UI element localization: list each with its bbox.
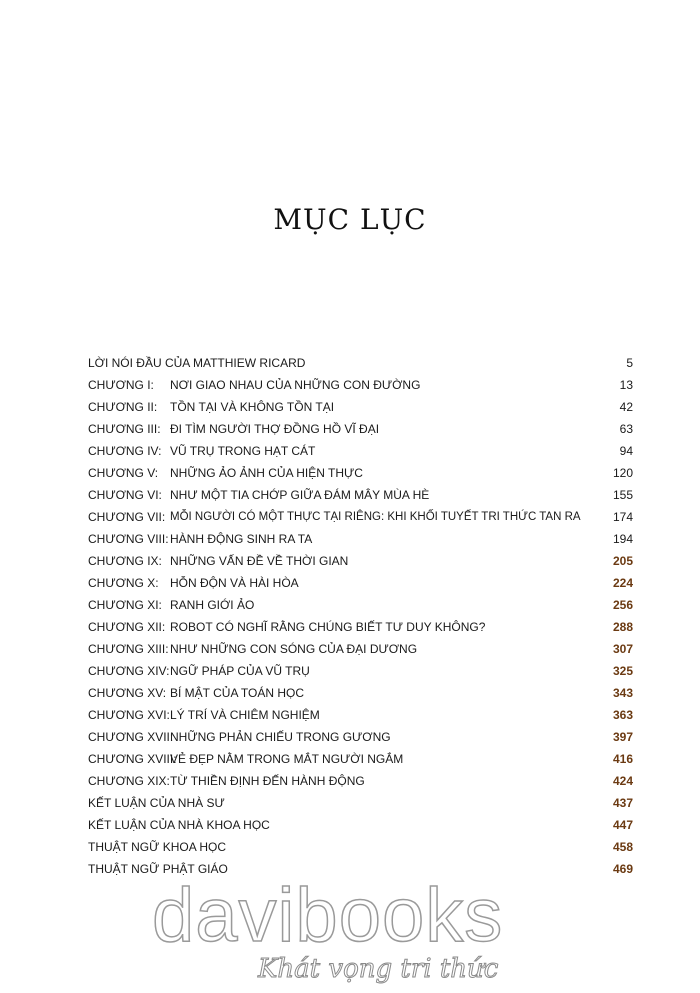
toc-page-number: 447	[612, 818, 633, 832]
toc-page-number: 397	[612, 730, 633, 744]
toc-page-number: 363	[612, 708, 633, 722]
toc-page-number: 120	[612, 466, 633, 480]
toc-chapter-label: CHƯƠNG VII:	[88, 510, 166, 524]
toc-row[interactable]	[88, 704, 633, 726]
toc-row[interactable]	[88, 374, 633, 396]
toc-chapter-label: CHƯƠNG VIII:	[88, 532, 169, 546]
toc-entry-title: VŨ TRỤ TRONG HẠT CÁT	[170, 444, 316, 458]
toc-row[interactable]	[88, 440, 633, 462]
toc-page-number: 42	[619, 400, 633, 414]
toc-entry-title: LÝ TRÍ VÀ CHIÊM NGHIỆM	[170, 708, 320, 722]
toc-entry-title: NHƯ NHỮNG CON SÓNG CỦA ĐẠI DƯƠNG	[170, 642, 418, 656]
table-of-contents	[88, 352, 633, 880]
toc-row[interactable]	[88, 770, 633, 792]
toc-chapter-label: CHƯƠNG XV:	[88, 686, 167, 700]
toc-page-number: 256	[612, 598, 633, 612]
toc-chapter-label: CHƯƠNG XVI:	[88, 708, 170, 722]
toc-chapter-label: CHƯƠNG XII:	[88, 620, 166, 634]
toc-chapter-label: CHƯƠNG XIX:	[88, 774, 170, 788]
toc-row[interactable]	[88, 506, 633, 528]
watermark	[0, 873, 700, 993]
toc-entry-title: ĐI TÌM NGƯỜI THỢ ĐỒNG HỒ VĨ ĐẠI	[170, 422, 380, 436]
toc-page-number: 307	[612, 642, 633, 656]
toc-chapter-label: CHƯƠNG XVII:	[88, 730, 174, 744]
watermark-logo: davibooks	[152, 873, 504, 958]
toc-entry-title: MỖI NGƯỜI CÓ MỘT THỰC TẠI RIÊNG: KHI KHỐI TUYẾT TRI THỨC TAN RA	[170, 511, 581, 523]
toc-entry-title: NHỮNG ẢO ẢNH CỦA HIỆN THỰC	[170, 466, 363, 480]
toc-entry-title: NGỮ PHÁP CỦA VŨ TRỤ	[170, 664, 310, 678]
toc-row[interactable]	[88, 792, 633, 814]
toc-entry-title: NHỮNG VẤN ĐỀ VỀ THỜI GIAN	[170, 554, 349, 568]
toc-chapter-label: CHƯƠNG XIII:	[88, 642, 169, 656]
toc-page-number: 416	[612, 752, 633, 766]
toc-page-number: 343	[612, 686, 633, 700]
toc-chapter-label: CHƯƠNG XI:	[88, 598, 162, 612]
toc-chapter-label: CHƯƠNG II:	[88, 400, 158, 414]
toc-page-number: 424	[612, 774, 633, 788]
toc-entry-title: THUẬT NGỮ PHẬT GIÁO	[88, 862, 228, 876]
toc-row[interactable]	[88, 638, 633, 660]
toc-page-number: 325	[612, 664, 633, 678]
toc-entry-title: VẺ ĐẸP NẰM TRONG MẮT NGƯỜI NGẮM	[170, 752, 404, 766]
toc-page-number: 13	[619, 378, 633, 392]
toc-page-number: 469	[612, 862, 633, 876]
toc-row[interactable]	[88, 660, 633, 682]
toc-entry-title: NHƯ MỘT TIA CHỚP GIỮA ĐÁM MÂY MÙA HÈ	[170, 488, 430, 502]
page-title: MỤC LỤC	[273, 203, 427, 236]
toc-chapter-label: CHƯƠNG I:	[88, 378, 154, 392]
toc-entry-title: RANH GIỚI ẢO	[170, 598, 255, 612]
toc-chapter-label: CHƯƠNG VI:	[88, 488, 162, 502]
toc-chapter-label: CHƯƠNG XIV:	[88, 664, 170, 678]
toc-entry-title: HÀNH ĐỘNG SINH RA TA	[170, 532, 313, 546]
toc-row[interactable]	[88, 462, 633, 484]
toc-entry-title: LỜI NÓI ĐẦU CỦA MATTHIEW RICARD	[88, 356, 306, 370]
toc-chapter-label: CHƯƠNG X:	[88, 576, 159, 590]
toc-chapter-label: CHƯƠNG IV:	[88, 444, 162, 458]
toc-page-number: 155	[612, 488, 633, 502]
toc-row[interactable]	[88, 572, 633, 594]
toc-row[interactable]	[88, 748, 633, 770]
toc-entry-title: NHỮNG PHẢN CHIẾU TRONG GƯƠNG	[170, 730, 391, 744]
toc-entry-title: KẾT LUẬN CỦA NHÀ SƯ	[88, 796, 225, 810]
toc-page-number: 288	[612, 620, 633, 634]
toc-chapter-label: CHƯƠNG V:	[88, 466, 159, 480]
toc-entry-title: NƠI GIAO NHAU CỦA NHỮNG CON ĐƯỜNG	[170, 378, 421, 392]
toc-entry-title: THUẬT NGỮ KHOA HỌC	[88, 840, 227, 854]
toc-row[interactable]	[88, 550, 633, 572]
toc-page-number: 205	[612, 554, 633, 568]
toc-entry-title: ROBOT CÓ NGHĨ RẰNG CHÚNG BIẾT TƯ DUY KHÔNG?	[170, 620, 486, 634]
toc-row[interactable]	[88, 396, 633, 418]
toc-row[interactable]	[88, 352, 633, 374]
toc-page-number: 194	[612, 532, 633, 546]
toc-page-number: 174	[612, 510, 633, 524]
toc-entry-title: TỒN TẠI VÀ KHÔNG TỒN TẠI	[170, 400, 335, 414]
toc-chapter-label: CHƯƠNG III:	[88, 422, 161, 436]
toc-page-number: 224	[612, 576, 633, 590]
toc-entry-title: KẾT LUẬN CỦA NHÀ KHOA HỌC	[88, 818, 270, 832]
toc-row[interactable]	[88, 814, 633, 836]
watermark-tagline: Khát vọng tri thức	[258, 954, 499, 984]
toc-page-number: 5	[626, 356, 633, 370]
toc-chapter-label: CHƯƠNG IX:	[88, 554, 162, 568]
toc-row[interactable]	[88, 682, 633, 704]
toc-page-number: 458	[612, 840, 633, 854]
toc-row[interactable]	[88, 594, 633, 616]
toc-row[interactable]	[88, 528, 633, 550]
toc-entry-title: TỪ THIỀN ĐỊNH ĐẾN HÀNH ĐỘNG	[170, 774, 365, 788]
toc-chapter-label: CHƯƠNG XVIII:	[88, 752, 177, 766]
toc-page-number: 437	[612, 796, 633, 810]
toc-row[interactable]	[88, 616, 633, 638]
toc-row[interactable]	[88, 726, 633, 748]
toc-row[interactable]	[88, 418, 633, 440]
toc-row[interactable]	[88, 484, 633, 506]
toc-page-number: 63	[619, 422, 633, 436]
toc-entry-title: BÍ MẬT CỦA TOÁN HỌC	[170, 686, 305, 700]
toc-page-number: 94	[619, 444, 633, 458]
toc-entry-title: HỖN ĐỘN VÀ HÀI HÒA	[170, 576, 299, 590]
toc-row[interactable]	[88, 836, 633, 858]
